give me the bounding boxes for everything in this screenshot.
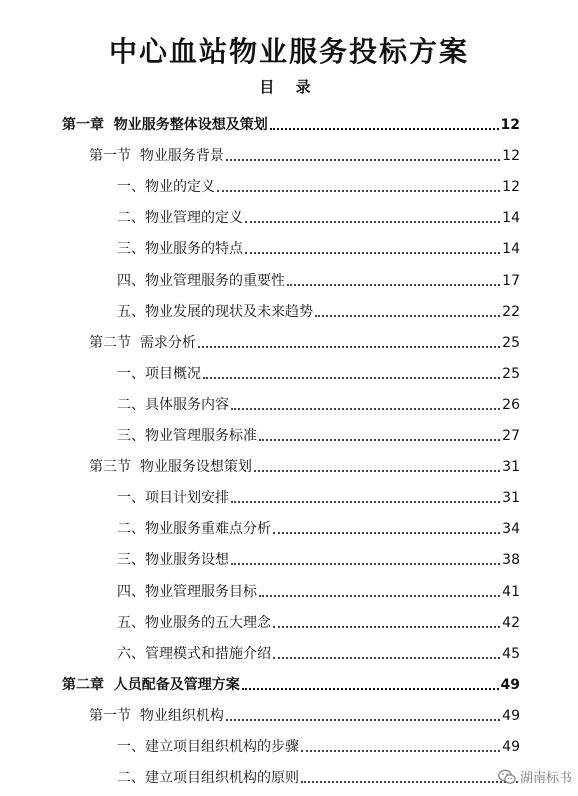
toc-leader-dots: [301, 750, 500, 752]
toc-entry[interactable]: [117, 486, 520, 508]
toc-leader-dots: [203, 377, 500, 379]
toc-entry-text: 五、物业服务的五大理念: [117, 614, 271, 631]
toc-entry[interactable]: [117, 206, 520, 228]
toc-entry-text: 第二节 需求分析: [89, 334, 196, 351]
watermark: [498, 767, 572, 786]
toc-page-number: 22: [502, 303, 520, 320]
toc-leader-dots: [245, 221, 500, 223]
toc-page-number: 26: [502, 396, 520, 413]
toc-leader-dots: [226, 719, 500, 721]
toc-leader-dots: [259, 595, 500, 597]
toc-page-number: 25: [502, 365, 520, 382]
toc-entry[interactable]: [117, 611, 520, 633]
toc-page-number: 49: [502, 739, 520, 755]
toc-entry-text: 三、物业服务设想: [117, 552, 229, 569]
toc-entry-text: 二、具体服务内容: [117, 396, 229, 413]
watermark-text: 湖南标书: [519, 771, 572, 786]
toc-entry[interactable]: [117, 300, 520, 322]
toc-entry-text: 一、项目计划安排: [117, 490, 229, 507]
toc-leader-dots: [287, 284, 500, 286]
toc-entry-text: 二、建立项目组织机构的原则: [117, 770, 299, 787]
toc-entry[interactable]: [117, 175, 520, 197]
toc-entry[interactable]: [117, 642, 520, 664]
toc-page-number: 25: [502, 334, 520, 351]
toc-leader-dots: [273, 626, 500, 628]
toc-entry[interactable]: [89, 144, 520, 166]
toc-entry-text: 第一节 物业组织机构: [89, 707, 224, 724]
toc-entry-text: 三、物业管理服务标准: [117, 428, 257, 444]
toc-page-number: 14: [502, 210, 520, 227]
toc-page-number: 42: [502, 614, 520, 631]
toc-entry-text: 五、物业发展的现状及未来趋势: [117, 303, 313, 320]
toc-entry[interactable]: [117, 766, 520, 788]
toc-entry[interactable]: [89, 704, 520, 726]
toc-leader-dots: [273, 532, 500, 534]
toc-entry-text: 四、物业管理服务的重要性: [117, 272, 285, 289]
toc-entry[interactable]: [62, 673, 520, 695]
toc-leader-dots: [259, 439, 500, 441]
toc-page-number: 12: [500, 117, 520, 133]
toc-leader-dots: [242, 688, 499, 690]
toc-leader-dots: [217, 190, 500, 192]
toc-leader-dots: [226, 159, 500, 161]
toc-entry[interactable]: [117, 517, 520, 539]
toc-entry-text: 第一章 物业服务整体设想及策划: [62, 117, 268, 133]
toc-entry-text: 一、项目概况: [117, 365, 201, 382]
toc-entry-text: 一、建立项目组织机构的步骤: [117, 739, 299, 755]
toc-entry[interactable]: [117, 237, 520, 259]
toc-leader-dots: [254, 470, 500, 472]
toc-entry-text: 四、物业管理服务目标: [117, 583, 257, 600]
toc-page-number: 41: [502, 583, 520, 600]
toc-entry-text: 二、物业管理的定义: [117, 210, 243, 227]
toc-entry-text: 第二章 人员配备及管理方案: [62, 676, 240, 693]
toc-leader-dots: [231, 563, 500, 565]
toc-leader-dots: [273, 657, 500, 659]
toc-page-number: 49: [500, 676, 520, 693]
toc-entry[interactable]: [117, 269, 520, 291]
toc-heading: 目 录: [259, 78, 319, 96]
toc-entry[interactable]: [89, 331, 520, 353]
toc-entry[interactable]: [117, 362, 520, 384]
toc-leader-dots: [270, 128, 499, 130]
toc-page-number: 31: [502, 490, 520, 507]
toc-page-number: 14: [502, 241, 520, 258]
toc-page-number: 45: [502, 645, 520, 662]
toc-entry-text: 第一节 物业服务背景: [89, 148, 224, 165]
toc-entry-text: 二、物业服务重难点分析: [117, 521, 271, 538]
toc-page-number: 17: [502, 272, 520, 289]
toc-entry[interactable]: [117, 580, 520, 602]
toc-page-number: 38: [502, 552, 520, 569]
toc-page-number: 27: [502, 428, 520, 444]
toc-leader-dots: [315, 315, 500, 317]
toc-entry[interactable]: [89, 455, 520, 477]
toc-page-number: 49: [502, 707, 520, 724]
page-title: 中心血站物业服务投标方案: [108, 35, 469, 68]
toc-leader-dots: [231, 408, 500, 410]
toc-page-number: 31: [502, 459, 520, 476]
toc-page-number: 12: [502, 148, 520, 165]
toc-entry-text: 六、管理模式和措施介绍: [117, 645, 271, 662]
toc-entry[interactable]: [117, 393, 520, 415]
toc-leader-dots: [245, 252, 500, 254]
wechat-icon: [498, 769, 516, 785]
toc-leader-dots: [301, 781, 518, 783]
toc-entry[interactable]: [117, 735, 520, 757]
toc-leader-dots: [231, 501, 500, 503]
toc-entry[interactable]: [62, 113, 520, 135]
toc-entry[interactable]: [117, 424, 520, 446]
toc-page-number: 12: [502, 179, 520, 196]
toc-entry-text: 一、物业的定义: [117, 179, 215, 196]
toc-leader-dots: [198, 346, 500, 348]
toc-page-number: 34: [502, 521, 520, 538]
toc-entry-text: 三、物业服务的特点: [117, 241, 243, 258]
toc-entry[interactable]: [117, 548, 520, 570]
toc-entry-text: 第三节 物业服务设想策划: [89, 459, 252, 476]
